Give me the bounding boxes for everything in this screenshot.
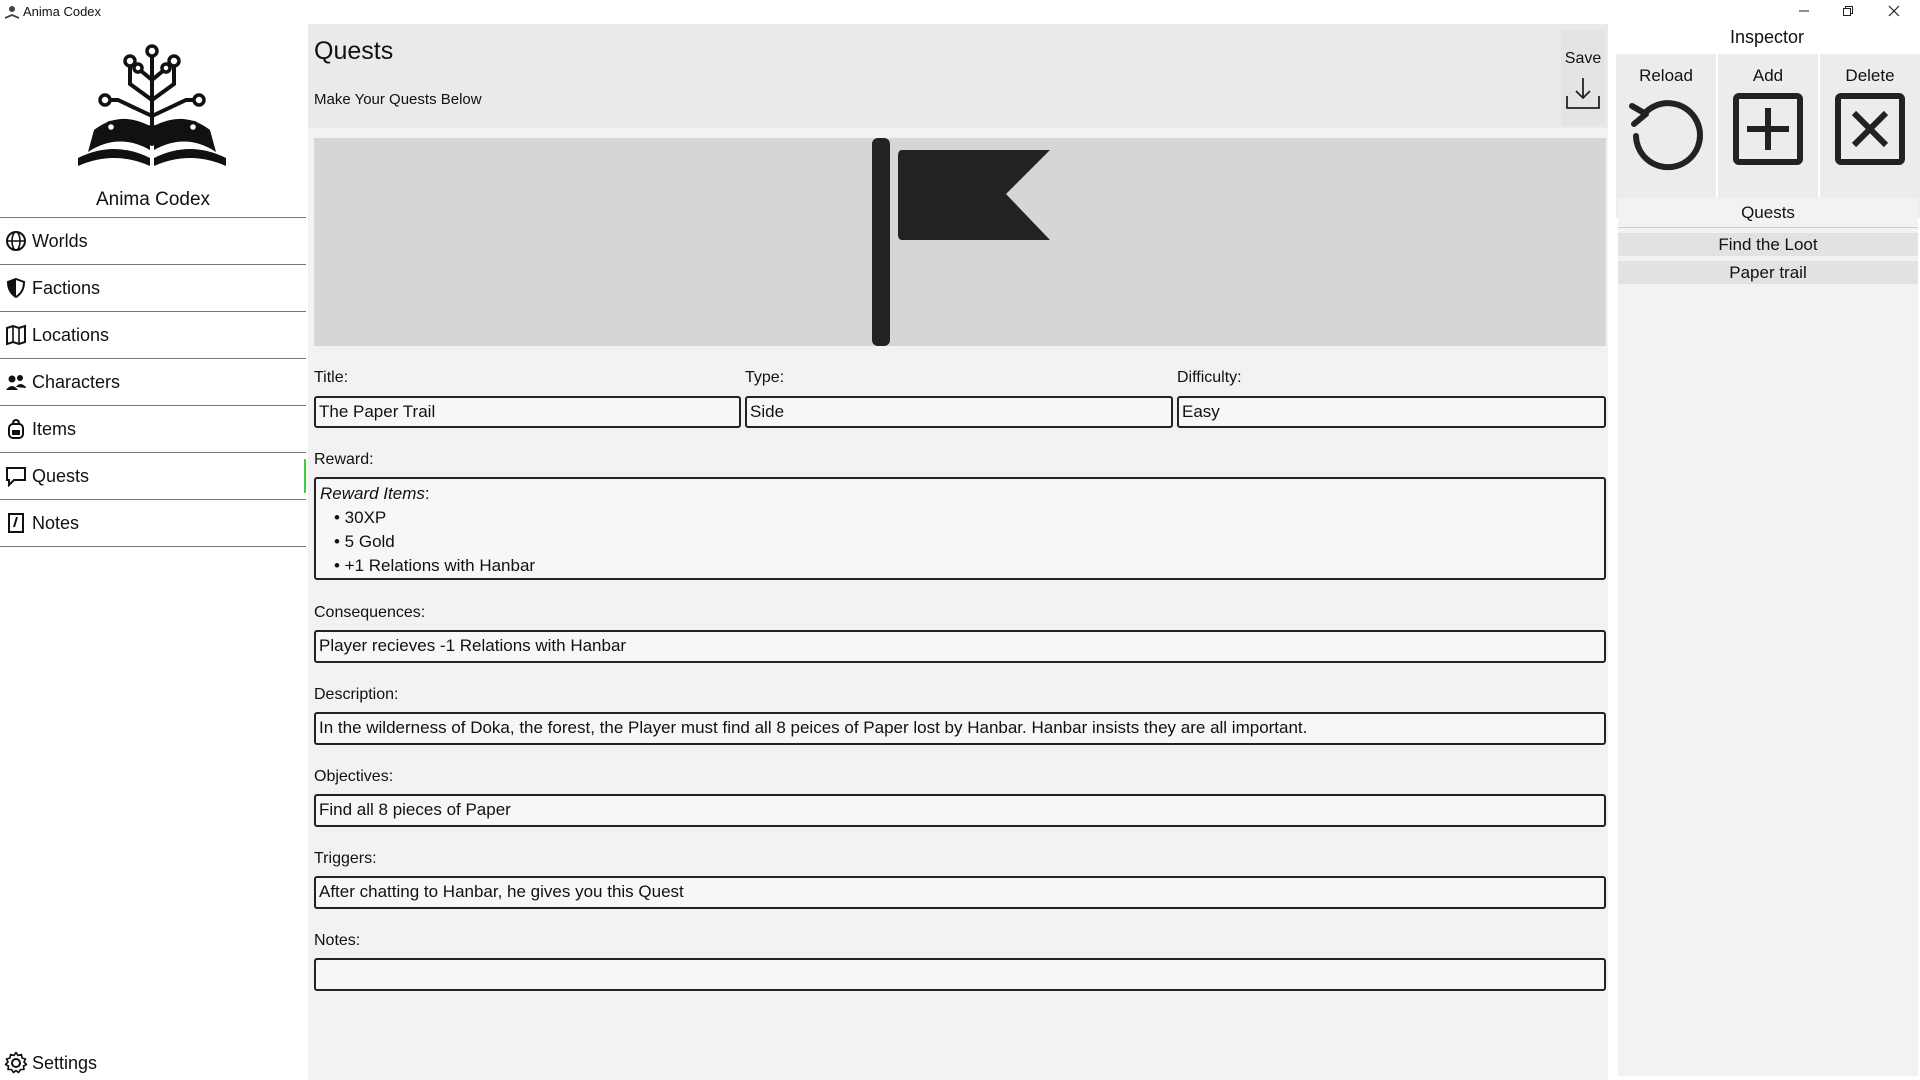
nav-item-quests[interactable] bbox=[0, 453, 306, 500]
nav-menu bbox=[0, 217, 306, 547]
objectives-input[interactable]: Find all 8 pieces of Paper bbox=[314, 794, 1606, 827]
book-tree-logo-icon bbox=[74, 40, 230, 172]
speech-bubble-icon bbox=[4, 464, 28, 488]
page-subtitle: Make Your Quests Below bbox=[314, 91, 482, 108]
sidebar bbox=[0, 24, 306, 1080]
reload-button[interactable] bbox=[1616, 54, 1716, 218]
triggers-input[interactable]: After chatting to Hanbar, he gives you this Quest bbox=[314, 876, 1606, 909]
close-icon bbox=[1888, 5, 1900, 17]
save-label: Save bbox=[1564, 50, 1602, 67]
triggers-label: Triggers: bbox=[314, 850, 377, 867]
nav-item-label: Factions bbox=[32, 277, 101, 298]
reload-icon bbox=[1626, 92, 1706, 172]
title-label: Title: bbox=[314, 369, 349, 386]
x-box-icon bbox=[1834, 92, 1906, 166]
close-button[interactable] bbox=[1872, 0, 1916, 22]
save-button[interactable] bbox=[1561, 30, 1605, 126]
reload-label: Reload bbox=[1639, 66, 1693, 85]
gear-icon bbox=[4, 1051, 28, 1075]
difficulty-label: Difficulty: bbox=[1177, 369, 1242, 386]
objectives-label: Objectives: bbox=[314, 768, 394, 785]
reward-item: • 5 Gold bbox=[334, 532, 395, 551]
brand-name: Anima Codex bbox=[95, 189, 211, 210]
note-icon bbox=[4, 511, 28, 535]
people-icon bbox=[4, 370, 28, 394]
consequences-input[interactable]: Player recieves -1 Relations with Hanbar bbox=[314, 630, 1606, 663]
nav-item-label: Worlds bbox=[32, 230, 88, 251]
settings-label: Settings bbox=[32, 1052, 98, 1073]
notes-input[interactable] bbox=[314, 958, 1606, 991]
nav-item-worlds[interactable] bbox=[0, 218, 306, 265]
nav-item-label: Quests bbox=[32, 465, 90, 486]
settings-button[interactable] bbox=[0, 1048, 97, 1078]
delete-label: Delete bbox=[1845, 66, 1895, 85]
nav-item-locations[interactable] bbox=[0, 312, 306, 359]
page-header bbox=[308, 24, 1608, 128]
nav-item-characters[interactable] bbox=[0, 359, 306, 406]
inspector-panel bbox=[1614, 24, 1920, 1080]
shield-icon bbox=[4, 276, 28, 300]
nav-item-label: Items bbox=[32, 418, 77, 439]
quest-list-item[interactable]: Find the Loot bbox=[1618, 233, 1918, 256]
notes-label: Notes: bbox=[314, 932, 361, 949]
description-input[interactable]: In the wilderness of Doka, the forest, the Player must find all 8 peices of Paper lost by Hanbar. Hanbar insists they are all important. bbox=[314, 712, 1606, 745]
type-label: Type: bbox=[745, 369, 785, 386]
minimize-icon bbox=[1798, 5, 1810, 17]
consequences-label: Consequences: bbox=[314, 604, 426, 621]
nav-item-label: Notes bbox=[32, 512, 80, 533]
reward-item: • +1 Relations with Hanbar bbox=[334, 556, 536, 575]
nav-item-label: Characters bbox=[32, 371, 121, 392]
inspector-title: Inspector bbox=[1729, 27, 1805, 47]
add-button[interactable] bbox=[1718, 54, 1818, 218]
nav-item-notes[interactable] bbox=[0, 500, 306, 547]
reward-label: Reward: bbox=[314, 451, 374, 468]
restore-icon bbox=[1842, 5, 1854, 17]
minimize-button[interactable] bbox=[1782, 0, 1826, 22]
quest-banner-image bbox=[314, 138, 1606, 346]
globe-icon bbox=[4, 229, 28, 253]
restore-button[interactable] bbox=[1826, 0, 1870, 22]
reward-item: • 30XP bbox=[334, 508, 387, 527]
type-input[interactable]: Side bbox=[745, 396, 1173, 428]
backpack-icon bbox=[4, 417, 28, 441]
nav-item-factions[interactable] bbox=[0, 265, 306, 312]
plus-icon bbox=[1732, 92, 1804, 166]
flag-icon bbox=[314, 138, 1606, 346]
reward-heading: Reward Items bbox=[320, 484, 425, 503]
title-input[interactable]: The Paper Trail bbox=[314, 396, 741, 428]
download-icon bbox=[1564, 74, 1602, 112]
reward-input[interactable]: Reward Items: • 30XP • 5 Gold • +1 Relations with Hanbar bbox=[314, 477, 1606, 580]
page-title: Quests bbox=[314, 37, 394, 65]
delete-button[interactable] bbox=[1820, 54, 1920, 218]
main-panel bbox=[308, 24, 1608, 1080]
difficulty-input[interactable]: Easy bbox=[1177, 396, 1606, 428]
quest-list-item[interactable]: Paper trail bbox=[1618, 261, 1918, 284]
app-logo-icon bbox=[4, 4, 20, 20]
title-bar bbox=[0, 0, 1920, 24]
quest-list-header: Quests bbox=[1618, 198, 1918, 228]
add-label: Add bbox=[1752, 66, 1784, 85]
window-title: Anima Codex bbox=[23, 4, 102, 19]
quest-list bbox=[1618, 198, 1918, 1076]
nav-item-items[interactable] bbox=[0, 406, 306, 453]
description-label: Description: bbox=[314, 686, 399, 703]
map-icon bbox=[4, 323, 28, 347]
nav-item-label: Locations bbox=[32, 324, 110, 345]
